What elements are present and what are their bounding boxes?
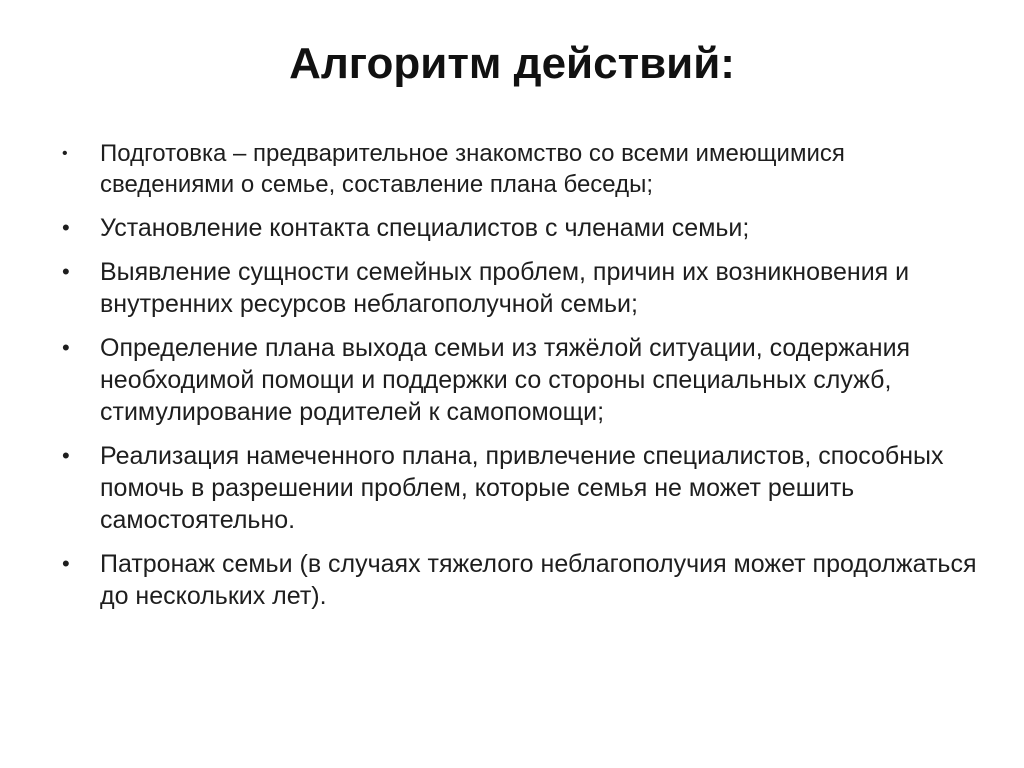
- algorithm-steps-list: [62, 138, 982, 624]
- list-item: [62, 440, 982, 536]
- list-item-text: Патронаж семьи (в случаях тяжелого неблагополучия может продолжаться до нескольких лет).: [100, 550, 977, 610]
- list-item-text: Выявление сущности семейных проблем, причин их возникновения и внутренних ресурсов неблагополучной семьи;: [100, 258, 910, 318]
- list-item-text: Определение плана выхода семьи из тяжёлой ситуации, содержания необходимой помощи и поддержки со стороны специальных служб, стимулирование родителей к самопомощи;: [100, 334, 911, 426]
- list-item: [62, 138, 982, 200]
- bullet-icon: •: [62, 335, 70, 360]
- bullet-icon: •: [62, 443, 70, 468]
- list-item-text: Подготовка – предварительное знакомство со всеми имеющимися сведениями о семье, составление плана беседы;: [100, 140, 845, 198]
- list-item-text: Реализация намеченного плана, привлечение специалистов, способных помочь в разрешении проблем, которые семья не может решить самостоятельно.: [100, 442, 944, 534]
- list-item: [62, 256, 982, 320]
- bullet-icon: •: [62, 551, 70, 576]
- list-item: [62, 212, 982, 244]
- slide-title: Алгоритм действий:: [289, 39, 735, 88]
- list-item-text: Установление контакта специалистов с членами семьи;: [100, 214, 750, 242]
- list-item: [62, 548, 982, 612]
- bullet-icon: •: [62, 145, 68, 162]
- bullet-icon: •: [62, 259, 70, 284]
- list-item: [62, 332, 982, 428]
- bullet-icon: •: [62, 215, 70, 240]
